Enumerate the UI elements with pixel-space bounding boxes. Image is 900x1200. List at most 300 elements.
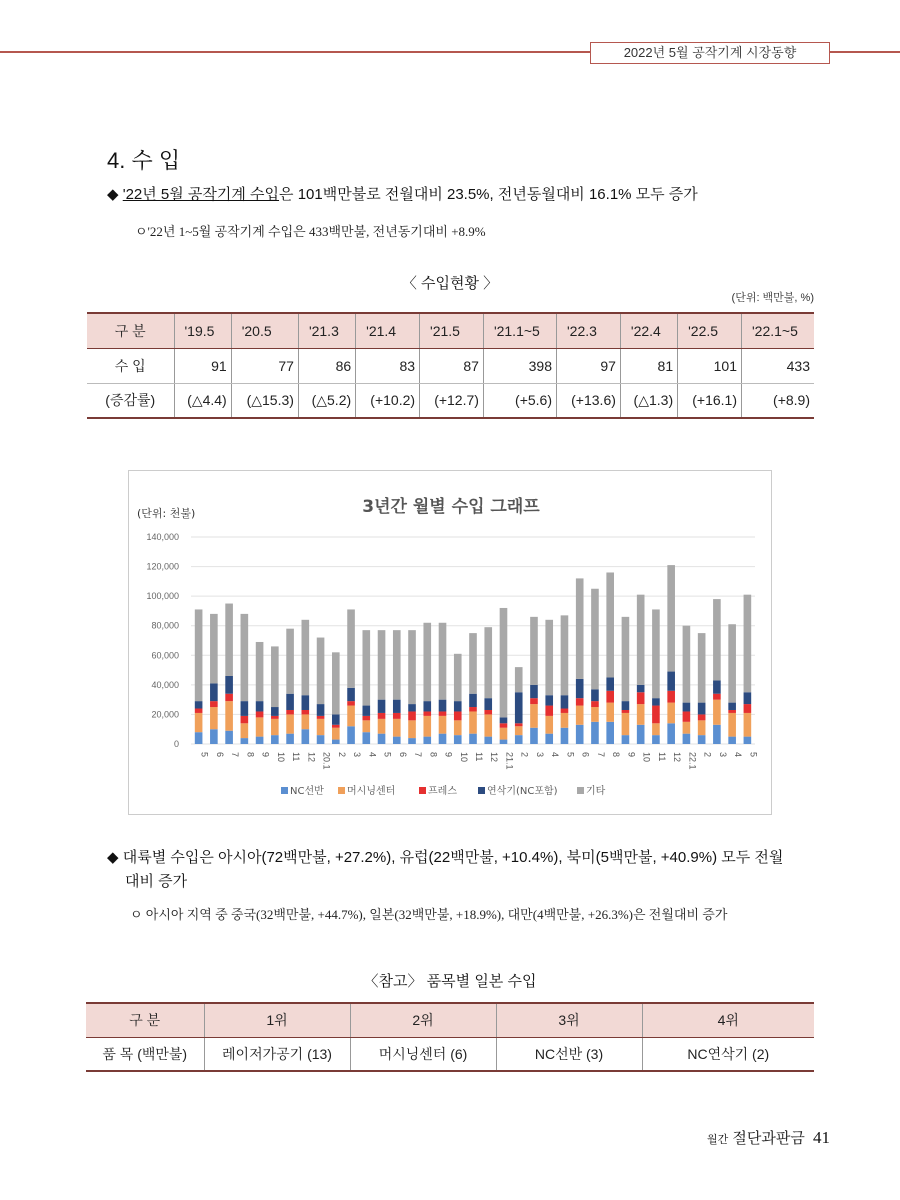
x-tick-label: 11 xyxy=(291,752,302,762)
summary-text: 은 101백만불로 전월대비 23.5%, 전년동월대비 16.1% 모두 증가 xyxy=(279,186,698,203)
summary-bullet xyxy=(107,183,698,204)
bar-segment-프레스 xyxy=(302,710,310,714)
x-tick-label: 9 xyxy=(260,752,271,758)
period-header: '22.4 xyxy=(620,313,677,348)
bar-segment-머시닝센터 xyxy=(362,720,370,732)
ref-table-title: 〈참고〉 품목별 일본 수입 xyxy=(363,973,537,990)
change-rate: (△4.4) xyxy=(174,383,231,418)
japan-import-table xyxy=(86,1002,814,1072)
change-rate: (+12.7) xyxy=(420,383,484,418)
bar-segment-연삭기(NC포함) xyxy=(210,683,218,701)
bar-segment-NC선반 xyxy=(698,735,706,744)
bar-segment-기타 xyxy=(713,599,721,680)
ref-header-1: 1위 xyxy=(204,1003,350,1037)
bar-segment-머시닝센터 xyxy=(271,719,279,735)
ref-header-0: 구 분 xyxy=(86,1003,204,1037)
bar-segment-NC선반 xyxy=(271,735,279,744)
import-table xyxy=(87,312,814,419)
bar-segment-머시닝센터 xyxy=(622,713,630,735)
bar-segment-머시닝센터 xyxy=(454,720,462,735)
bar-segment-프레스 xyxy=(728,710,736,713)
bar-segment-NC선반 xyxy=(439,734,447,744)
bar-segment-프레스 xyxy=(195,709,203,713)
bar-segment-머시닝센터 xyxy=(515,726,523,735)
legend-label: NC선반 xyxy=(290,786,324,797)
region-subpoint: ㅇ 아시아 지역 중 중국(32백만불, +44.7%), 일본(32백만불, +18.9%), 대만(4백만불, +26.3%)은 전월대비 증가 xyxy=(130,907,728,922)
bar-segment-기타 xyxy=(698,633,706,702)
y-tick-label: 140,000 xyxy=(146,532,179,542)
bar-segment-NC선반 xyxy=(469,734,477,744)
period-header: '19.5 xyxy=(174,313,231,348)
bar-segment-머시닝센터 xyxy=(667,703,675,724)
bar-segment-NC선반 xyxy=(378,734,386,744)
bar-segment-NC선반 xyxy=(667,723,675,744)
bar-segment-프레스 xyxy=(210,701,218,707)
bar-segment-기타 xyxy=(667,565,675,671)
ref-cell-2: 머시닝센터 (6) xyxy=(350,1037,496,1071)
bar-segment-NC선반 xyxy=(576,725,584,744)
diamond-bullet-icon: ◆ xyxy=(107,849,119,866)
bar-segment-머시닝센터 xyxy=(378,719,386,734)
bar-segment-연삭기(NC포함) xyxy=(195,701,203,708)
bar-segment-기타 xyxy=(576,578,584,679)
x-tick-label: 9 xyxy=(443,752,454,758)
bar-segment-기타 xyxy=(744,595,752,693)
bar-segment-기타 xyxy=(362,630,370,705)
ref-header-2: 2위 xyxy=(350,1003,496,1037)
bar-segment-기타 xyxy=(454,654,462,701)
region-bullet xyxy=(107,846,827,894)
x-tick-label: 12 xyxy=(489,752,500,763)
chart-title: 3년간 월별 수입 그래프 xyxy=(362,497,540,517)
bar-segment-머시닝센터 xyxy=(576,706,584,725)
change-rate: (+13.6) xyxy=(557,383,621,418)
change-rate: (+10.2) xyxy=(356,383,420,418)
bar-segment-머시닝센터 xyxy=(286,714,294,733)
bar-segment-연삭기(NC포함) xyxy=(286,694,294,710)
bar-segment-기타 xyxy=(545,620,553,695)
bar-segment-기타 xyxy=(286,629,294,694)
x-tick-label: 21.1 xyxy=(504,752,515,770)
bar-segment-기타 xyxy=(256,642,264,701)
import-value: 398 xyxy=(483,348,556,383)
bar-segment-프레스 xyxy=(256,711,264,717)
bar-segment-연삭기(NC포함) xyxy=(728,703,736,710)
bar-segment-연삭기(NC포함) xyxy=(622,701,630,710)
bar-segment-프레스 xyxy=(454,711,462,720)
x-tick-label: 2 xyxy=(519,752,530,758)
period-header: '21.1~5 xyxy=(483,313,556,348)
import-table-unit: (단위: 백만불, %) xyxy=(731,292,814,304)
x-tick-label: 22.1 xyxy=(687,752,698,770)
x-tick-label: 2 xyxy=(336,752,347,758)
bar-segment-프레스 xyxy=(241,716,249,723)
bar-segment-프레스 xyxy=(225,694,233,701)
bar-segment-기타 xyxy=(271,646,279,707)
bar-segment-연삭기(NC포함) xyxy=(454,701,462,711)
bar-segment-연삭기(NC포함) xyxy=(393,700,401,713)
bar-segment-프레스 xyxy=(378,713,386,719)
y-tick-label: 120,000 xyxy=(146,561,179,572)
bar-segment-머시닝센터 xyxy=(652,723,660,735)
x-tick-label: 7 xyxy=(413,752,424,758)
bar-segment-NC선반 xyxy=(423,737,431,744)
bar-segment-연삭기(NC포함) xyxy=(378,700,386,713)
legend-label: 기타 xyxy=(586,786,606,797)
bar-segment-NC선반 xyxy=(637,725,645,744)
bar-segment-NC선반 xyxy=(286,734,294,744)
bar-segment-프레스 xyxy=(622,710,630,713)
bar-segment-기타 xyxy=(408,630,416,704)
x-tick-label: 6 xyxy=(214,752,225,758)
bar-segment-NC선반 xyxy=(225,731,233,744)
change-rate: (△5.2) xyxy=(298,383,355,418)
bar-segment-연삭기(NC포함) xyxy=(484,698,492,710)
bar-segment-연삭기(NC포함) xyxy=(271,707,279,716)
bar-segment-프레스 xyxy=(606,691,614,703)
bar-segment-머시닝센터 xyxy=(210,707,218,729)
y-tick-label: 60,000 xyxy=(151,650,179,661)
x-tick-label: 7 xyxy=(230,752,241,758)
bar-segment-프레스 xyxy=(561,709,569,713)
bar-segment-연삭기(NC포함) xyxy=(256,701,264,711)
bar-segment-기타 xyxy=(317,638,325,705)
legend-swatch xyxy=(478,787,485,794)
bar-segment-프레스 xyxy=(591,701,599,707)
legend-label: 머시닝센터 xyxy=(347,786,396,797)
import-value: 433 xyxy=(742,348,815,383)
x-tick-label: 4 xyxy=(367,752,378,758)
bar-segment-연삭기(NC포함) xyxy=(545,695,553,705)
bar-segment-NC선반 xyxy=(332,740,340,744)
bar-segment-연삭기(NC포함) xyxy=(225,676,233,694)
x-tick-label: 10 xyxy=(458,752,469,763)
bar-segment-프레스 xyxy=(545,706,553,716)
x-tick-label: 20.1 xyxy=(321,752,332,770)
chart-unit-label: (단위: 천불) xyxy=(137,507,196,520)
bar-segment-NC선반 xyxy=(591,722,599,744)
bar-segment-기타 xyxy=(530,617,538,685)
x-tick-label: 11 xyxy=(656,752,667,762)
bar-segment-프레스 xyxy=(347,701,355,705)
bar-segment-NC선반 xyxy=(408,738,416,744)
bar-segment-기타 xyxy=(241,614,249,701)
bar-segment-머시닝센터 xyxy=(469,711,477,733)
row-label-change: (증감률) xyxy=(87,383,174,418)
summary-subpoint: ㅇ'22년 1~5월 공작기계 수입은 433백만불, 전년동기대비 +8.9% xyxy=(135,224,486,239)
bar-segment-프레스 xyxy=(484,710,492,714)
bar-segment-머시닝센터 xyxy=(256,717,264,736)
bar-segment-NC선반 xyxy=(515,735,523,744)
import-value: 91 xyxy=(174,348,231,383)
ref-cell-3: NC선반 (3) xyxy=(496,1037,642,1071)
bar-segment-머시닝센터 xyxy=(225,701,233,731)
bar-segment-기타 xyxy=(591,589,599,690)
bar-segment-NC선반 xyxy=(362,732,370,744)
bar-segment-연삭기(NC포함) xyxy=(241,701,249,716)
bar-segment-기타 xyxy=(561,615,569,695)
bar-segment-프레스 xyxy=(530,698,538,704)
x-tick-label: 10 xyxy=(275,752,286,763)
table-header-label: 구 분 xyxy=(87,313,174,348)
import-value: 81 xyxy=(620,348,677,383)
bar-segment-프레스 xyxy=(362,716,370,720)
import-value: 97 xyxy=(557,348,621,383)
bar-segment-NC선반 xyxy=(347,726,355,744)
x-tick-label: 8 xyxy=(428,752,439,758)
legend-swatch xyxy=(281,787,288,794)
bar-segment-기타 xyxy=(332,652,340,714)
page-footer xyxy=(707,1127,830,1148)
bar-segment-머시닝센터 xyxy=(332,728,340,740)
legend-label: 프레스 xyxy=(428,786,457,797)
bar-segment-기타 xyxy=(728,624,736,702)
change-rate: (△1.3) xyxy=(620,383,677,418)
bar-segment-기타 xyxy=(439,623,447,700)
region-text-line2: 대비 증가 xyxy=(125,873,188,890)
bar-segment-머시닝센터 xyxy=(591,707,599,722)
magazine-name: 절단과판금 xyxy=(732,1130,805,1147)
bar-segment-NC선반 xyxy=(606,722,614,744)
bar-segment-연삭기(NC포함) xyxy=(362,706,370,716)
bar-segment-연삭기(NC포함) xyxy=(744,692,752,704)
bar-segment-NC선반 xyxy=(500,740,508,744)
bar-segment-연삭기(NC포함) xyxy=(302,695,310,710)
x-tick-label: 3 xyxy=(352,752,363,758)
bar-segment-프레스 xyxy=(332,725,340,728)
bar-segment-연삭기(NC포함) xyxy=(591,689,599,701)
bar-segment-기타 xyxy=(484,627,492,698)
ref-cell-0: 품 목 (백만불) xyxy=(86,1037,204,1071)
import-value: 87 xyxy=(420,348,484,383)
bar-segment-NC선반 xyxy=(317,735,325,744)
bar-segment-기타 xyxy=(393,630,401,699)
bar-segment-연삭기(NC포함) xyxy=(667,672,675,691)
bar-segment-기타 xyxy=(652,609,660,698)
x-tick-label: 3 xyxy=(717,752,728,758)
bar-segment-NC선반 xyxy=(683,734,691,744)
bar-segment-NC선반 xyxy=(195,732,203,744)
x-tick-label: 9 xyxy=(626,752,637,758)
bar-segment-프레스 xyxy=(698,714,706,720)
bar-segment-기타 xyxy=(683,626,691,703)
import-value: 101 xyxy=(678,348,742,383)
x-tick-label: 4 xyxy=(733,752,744,758)
bar-segment-프레스 xyxy=(637,692,645,704)
bar-segment-프레스 xyxy=(667,691,675,703)
import-value: 83 xyxy=(356,348,420,383)
bar-segment-프레스 xyxy=(423,711,431,715)
section-title: 4. 수 입 xyxy=(107,148,181,173)
bar-segment-프레스 xyxy=(469,707,477,711)
period-header: '21.5 xyxy=(420,313,484,348)
period-header: '22.5 xyxy=(678,313,742,348)
bar-segment-기타 xyxy=(606,572,614,677)
bar-segment-기타 xyxy=(302,620,310,695)
bar-segment-머시닝센터 xyxy=(561,713,569,728)
bar-segment-연삭기(NC포함) xyxy=(713,680,721,693)
bar-segment-연삭기(NC포함) xyxy=(637,685,645,692)
x-tick-label: 11 xyxy=(474,752,484,762)
bar-segment-연삭기(NC포함) xyxy=(500,717,508,723)
bar-segment-NC선반 xyxy=(545,734,553,744)
bar-segment-연삭기(NC포함) xyxy=(332,714,340,724)
y-tick-label: 100,000 xyxy=(146,591,179,602)
region-text-line1: 대륙별 수입은 아시아(72백만불, +27.2%), 유럽(22백만불, +10.4%), 북미(5백만불, +40.9%) 모두 전월 xyxy=(122,849,784,866)
bar-segment-기타 xyxy=(378,630,386,699)
bar-segment-기타 xyxy=(637,595,645,685)
bar-segment-머시닝센터 xyxy=(728,713,736,737)
bar-segment-NC선반 xyxy=(393,737,401,744)
bar-segment-머시닝센터 xyxy=(713,700,721,725)
change-rate: (+8.9) xyxy=(742,383,815,418)
bar-segment-연삭기(NC포함) xyxy=(469,694,477,707)
x-tick-label: 5 xyxy=(565,752,576,758)
x-tick-label: 5 xyxy=(199,752,210,758)
bar-segment-연삭기(NC포함) xyxy=(576,679,584,698)
bar-segment-기타 xyxy=(515,667,523,692)
bar-segment-기타 xyxy=(500,608,508,717)
x-tick-label: 8 xyxy=(245,752,256,758)
bar-segment-연삭기(NC포함) xyxy=(317,704,325,716)
diamond-bullet-icon: ◆ xyxy=(107,186,119,203)
bar-segment-머시닝센터 xyxy=(302,714,310,729)
bar-segment-머시닝센터 xyxy=(683,722,691,734)
period-header: '20.5 xyxy=(231,313,298,348)
ref-cell-4: NC연삭기 (2) xyxy=(642,1037,814,1071)
x-tick-label: 6 xyxy=(397,752,408,758)
period-header: '22.1~5 xyxy=(742,313,815,348)
bar-segment-머시닝센터 xyxy=(408,720,416,738)
bar-segment-머시닝센터 xyxy=(545,716,553,734)
bar-segment-머시닝센터 xyxy=(500,728,508,740)
bar-segment-NC선반 xyxy=(454,735,462,744)
x-tick-label: 12 xyxy=(306,752,317,763)
bar-segment-NC선반 xyxy=(484,737,492,744)
ref-cell-1: 레이저가공기 (13) xyxy=(204,1037,350,1071)
bar-segment-NC선반 xyxy=(622,735,630,744)
y-tick-label: 20,000 xyxy=(151,709,179,720)
ref-header-3: 3위 xyxy=(496,1003,642,1037)
bar-segment-기타 xyxy=(622,617,630,701)
legend-swatch xyxy=(577,787,584,794)
bar-segment-기타 xyxy=(347,609,355,687)
ref-header-4: 4위 xyxy=(642,1003,814,1037)
bar-segment-연삭기(NC포함) xyxy=(408,704,416,711)
bar-segment-프레스 xyxy=(393,713,401,719)
x-tick-label: 4 xyxy=(550,752,561,758)
bar-segment-연삭기(NC포함) xyxy=(347,688,355,701)
monthly-import-chart xyxy=(128,470,772,815)
x-tick-label: 7 xyxy=(595,752,606,758)
bar-segment-머시닝센터 xyxy=(484,714,492,736)
bar-segment-프레스 xyxy=(576,698,584,705)
bar-segment-연삭기(NC포함) xyxy=(439,700,447,712)
import-table-title: 〈 수입현황 〉 xyxy=(401,275,499,292)
x-tick-label: 5 xyxy=(748,752,759,758)
legend-label: 연삭기(NC포함) xyxy=(487,786,558,797)
y-tick-label: 40,000 xyxy=(151,679,179,690)
chart-canvas xyxy=(129,471,773,816)
bar-segment-머시닝센터 xyxy=(195,713,203,732)
bar-segment-NC선반 xyxy=(241,738,249,744)
x-tick-label: 3 xyxy=(534,752,545,758)
y-tick-label: 80,000 xyxy=(151,620,179,631)
bar-segment-머시닝센터 xyxy=(317,719,325,735)
bar-segment-머시닝센터 xyxy=(744,713,752,737)
period-header: '22.3 xyxy=(557,313,621,348)
bar-segment-머시닝센터 xyxy=(347,706,355,727)
magazine-prefix: 월간 xyxy=(706,1134,729,1146)
bar-segment-머시닝센터 xyxy=(698,720,706,735)
bar-segment-프레스 xyxy=(439,711,447,715)
x-tick-label: 10 xyxy=(641,752,652,763)
bar-segment-NC선반 xyxy=(256,737,264,744)
bar-segment-기타 xyxy=(195,609,203,701)
bar-segment-머시닝센터 xyxy=(606,703,614,722)
bar-segment-기타 xyxy=(210,614,218,683)
change-rate: (+16.1) xyxy=(678,383,742,418)
bar-segment-머시닝센터 xyxy=(423,716,431,737)
bar-segment-머시닝센터 xyxy=(637,704,645,725)
bar-segment-NC선반 xyxy=(530,728,538,744)
bar-segment-NC선반 xyxy=(561,728,569,744)
import-value: 77 xyxy=(231,348,298,383)
change-rate: (△15.3) xyxy=(231,383,298,418)
bar-segment-NC선반 xyxy=(302,729,310,744)
bar-segment-프레스 xyxy=(408,711,416,720)
summary-subject: '22년 5월 공작기계 수입 xyxy=(122,186,280,203)
bar-segment-머시닝센터 xyxy=(241,723,249,738)
bar-segment-기타 xyxy=(423,623,431,701)
bar-segment-연삭기(NC포함) xyxy=(698,703,706,715)
bar-segment-프레스 xyxy=(652,706,660,724)
bar-segment-기타 xyxy=(469,633,477,694)
bar-segment-NC선반 xyxy=(744,737,752,744)
y-tick-label: 0 xyxy=(173,739,179,749)
bar-segment-연삭기(NC포함) xyxy=(561,695,569,708)
bar-segment-기타 xyxy=(225,604,233,676)
bar-segment-연삭기(NC포함) xyxy=(683,703,691,712)
bar-segment-연삭기(NC포함) xyxy=(423,701,431,711)
bar-segment-프레스 xyxy=(286,710,294,714)
bar-segment-머시닝센터 xyxy=(439,716,447,734)
period-header: '21.4 xyxy=(356,313,420,348)
legend-swatch xyxy=(338,787,345,794)
bar-segment-연삭기(NC포함) xyxy=(530,685,538,698)
bar-segment-연삭기(NC포함) xyxy=(652,698,660,705)
x-tick-label: 8 xyxy=(611,752,622,758)
import-value: 86 xyxy=(298,348,355,383)
bar-segment-프레스 xyxy=(744,704,752,713)
bar-segment-머시닝센터 xyxy=(393,719,401,737)
x-tick-label: 2 xyxy=(702,752,713,758)
bar-segment-연삭기(NC포함) xyxy=(515,692,523,723)
bar-segment-프레스 xyxy=(500,723,508,727)
running-header: 2022년 5월 공작기계 시장동향 xyxy=(590,42,830,64)
period-header: '21.3 xyxy=(298,313,355,348)
bar-segment-프레스 xyxy=(515,723,523,726)
bar-segment-NC선반 xyxy=(713,725,721,744)
bar-segment-NC선반 xyxy=(728,737,736,744)
legend-swatch xyxy=(419,787,426,794)
x-tick-label: 6 xyxy=(580,752,591,758)
x-tick-label: 12 xyxy=(672,752,683,763)
bar-segment-연삭기(NC포함) xyxy=(606,677,614,690)
change-rate: (+5.6) xyxy=(483,383,556,418)
bar-segment-NC선반 xyxy=(652,735,660,744)
page-number: 41 xyxy=(813,1128,830,1147)
